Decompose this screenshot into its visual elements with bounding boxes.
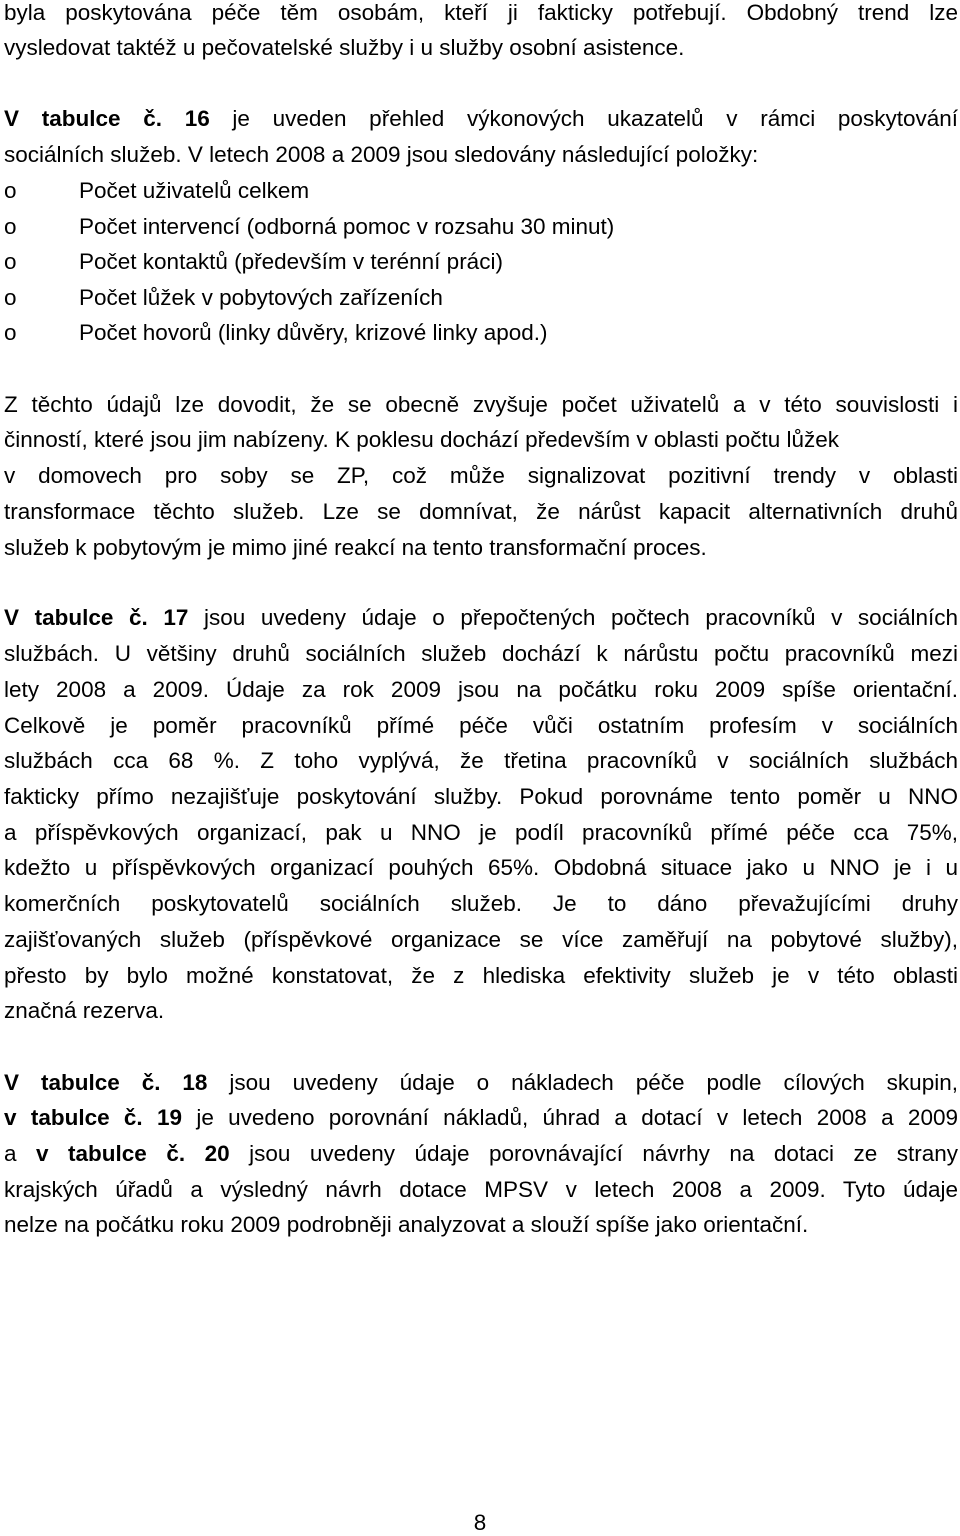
paragraph-5-line-4: krajských úřadů a výsledný návrh dotace MPSV v letech 2008 a 2009. Tyto údaje (4, 1177, 958, 1202)
paragraph-5-line-3 (4, 1141, 958, 1167)
table-reference: v tabulce č. (4, 1105, 157, 1130)
table-reference: V tabulce č. (4, 1070, 183, 1095)
paragraph-text: jsou uvedeny údaje o přepočtených počtech pracovníků v sociálních (188, 605, 958, 630)
paragraph-5-line-5: nelze na počátku roku 2009 podrobněji analyzovat a slouží spíše jako orientační. (4, 1212, 809, 1237)
paragraph-4-line: službách cca 68 %. Z toho vyplývá, že třetina pracovníků v sociálních službách (4, 748, 958, 773)
paragraph-3-line-5: služeb k pobytovým je mimo jiné reakcí na tento transformační proces. (4, 535, 707, 560)
paragraph-text: je uvedeno porovnání nákladů, úhrad a dotací v letech 2008 a 2009 (182, 1105, 958, 1130)
paragraph-4-line: lety 2008 a 2009. Údaje za rok 2009 jsou na počátku roku 2009 spíše orientační. (4, 677, 958, 702)
table-number: 18 (182, 1070, 208, 1095)
paragraph-4-line: zajišťovaných služeb (příspěvkové organizace se více zaměřují na pobytové služby), (4, 927, 958, 952)
table-number: 16 (184, 106, 210, 131)
paragraph-2-line-2: sociálních služeb. V letech 2008 a 2009 jsou sledovány následující položky: (4, 142, 759, 167)
paragraph-3-line-2: činností, které jsou jim nabízeny. K poklesu dochází především v oblasti počtu lůžek (4, 427, 840, 452)
bullet-text: Počet uživatelů celkem (79, 178, 310, 203)
paragraph-4-line: přesto by bylo možné konstatovat, že z hlediska efektivity služeb je v této oblasti (4, 963, 958, 988)
bullet-text: Počet intervencí (odborná pomoc v rozsahu 30 minut) (79, 214, 615, 239)
table-number: 20 (204, 1141, 230, 1166)
bullet-text: Počet hovorů (linky důvěry, krizové linky apod.) (79, 320, 548, 345)
paragraph-3-line-1: Z těchto údajů lze dovodit, že se obecně zvyšuje počet uživatelů a v této souvislosti i (4, 392, 958, 417)
paragraph-4-line: Celkově je poměr pracovníků přímé péče vůči ostatním profesím v sociálních (4, 713, 958, 738)
paragraph-5-line-1 (4, 1070, 958, 1096)
paragraph-4-line: fakticky přímo nezajišťuje poskytování služby. Pokud porovnáme tento poměr u NNO (4, 784, 958, 809)
bullet-marker: o (4, 285, 17, 310)
paragraph-3-line-4: transformace těchto služeb. Lze se domnívat, že nárůst kapacit alternativních druhů (4, 499, 958, 524)
table-reference: v tabulce č. (36, 1141, 205, 1166)
paragraph-5-line-2 (4, 1105, 958, 1131)
paragraph-text: jsou uvedeny údaje o nákladech péče podle cílových skupin, (207, 1070, 958, 1095)
bullet-marker: o (4, 320, 17, 345)
bullet-marker: o (4, 178, 17, 203)
paragraph-1-line-2: vysledovat taktéž u pečovatelské služby i u služby osobní asistence. (4, 35, 685, 60)
bullet-text: Počet lůžek v pobytových zařízeních (79, 285, 443, 310)
page-number: 8 (473, 1510, 487, 1535)
paragraph-4-line: komerčních poskytovatelů sociálních služeb. Je to dáno převažujícími druhy (4, 891, 958, 916)
paragraph-1-line-1: byla poskytována péče těm osobám, kteří ji fakticky potřebují. Obdobný trend lze (4, 0, 958, 25)
bullet-marker: o (4, 214, 17, 239)
bullet-marker: o (4, 249, 17, 274)
paragraph-4-line: značná rezerva. (4, 998, 165, 1023)
paragraph-2-line-1 (4, 106, 958, 132)
paragraph-text: a (4, 1141, 37, 1166)
table-number: 19 (156, 1105, 183, 1130)
paragraph-4-line-1 (4, 605, 958, 631)
table-reference: V tabulce č. (4, 106, 185, 131)
paragraph-3-line-3: v domovech pro soby se ZP, což může signalizovat pozitivní trendy v oblasti (4, 463, 958, 488)
paragraph-4-line: a příspěvkových organizací, pak u NNO je podíl pracovníků přímé péče cca 75%, (4, 820, 958, 845)
paragraph-text: jsou uvedeny údaje porovnávající návrhy na dotaci ze strany (229, 1141, 959, 1166)
bullet-text: Počet kontaktů (především v terénní práci) (79, 249, 503, 274)
paragraph-text: je uveden přehled výkonových ukazatelů v rámci poskytování (209, 106, 958, 131)
table-number: 17 (163, 605, 189, 630)
table-reference: V tabulce č. (4, 605, 164, 630)
paragraph-4-line: službách. U většiny druhů sociálních služeb dochází k nárůstu počtu pracovníků mezi (4, 641, 958, 666)
paragraph-4-line: kdežto u příspěvkových organizací pouhých 65%. Obdobná situace jako u NNO je i u (4, 855, 958, 880)
